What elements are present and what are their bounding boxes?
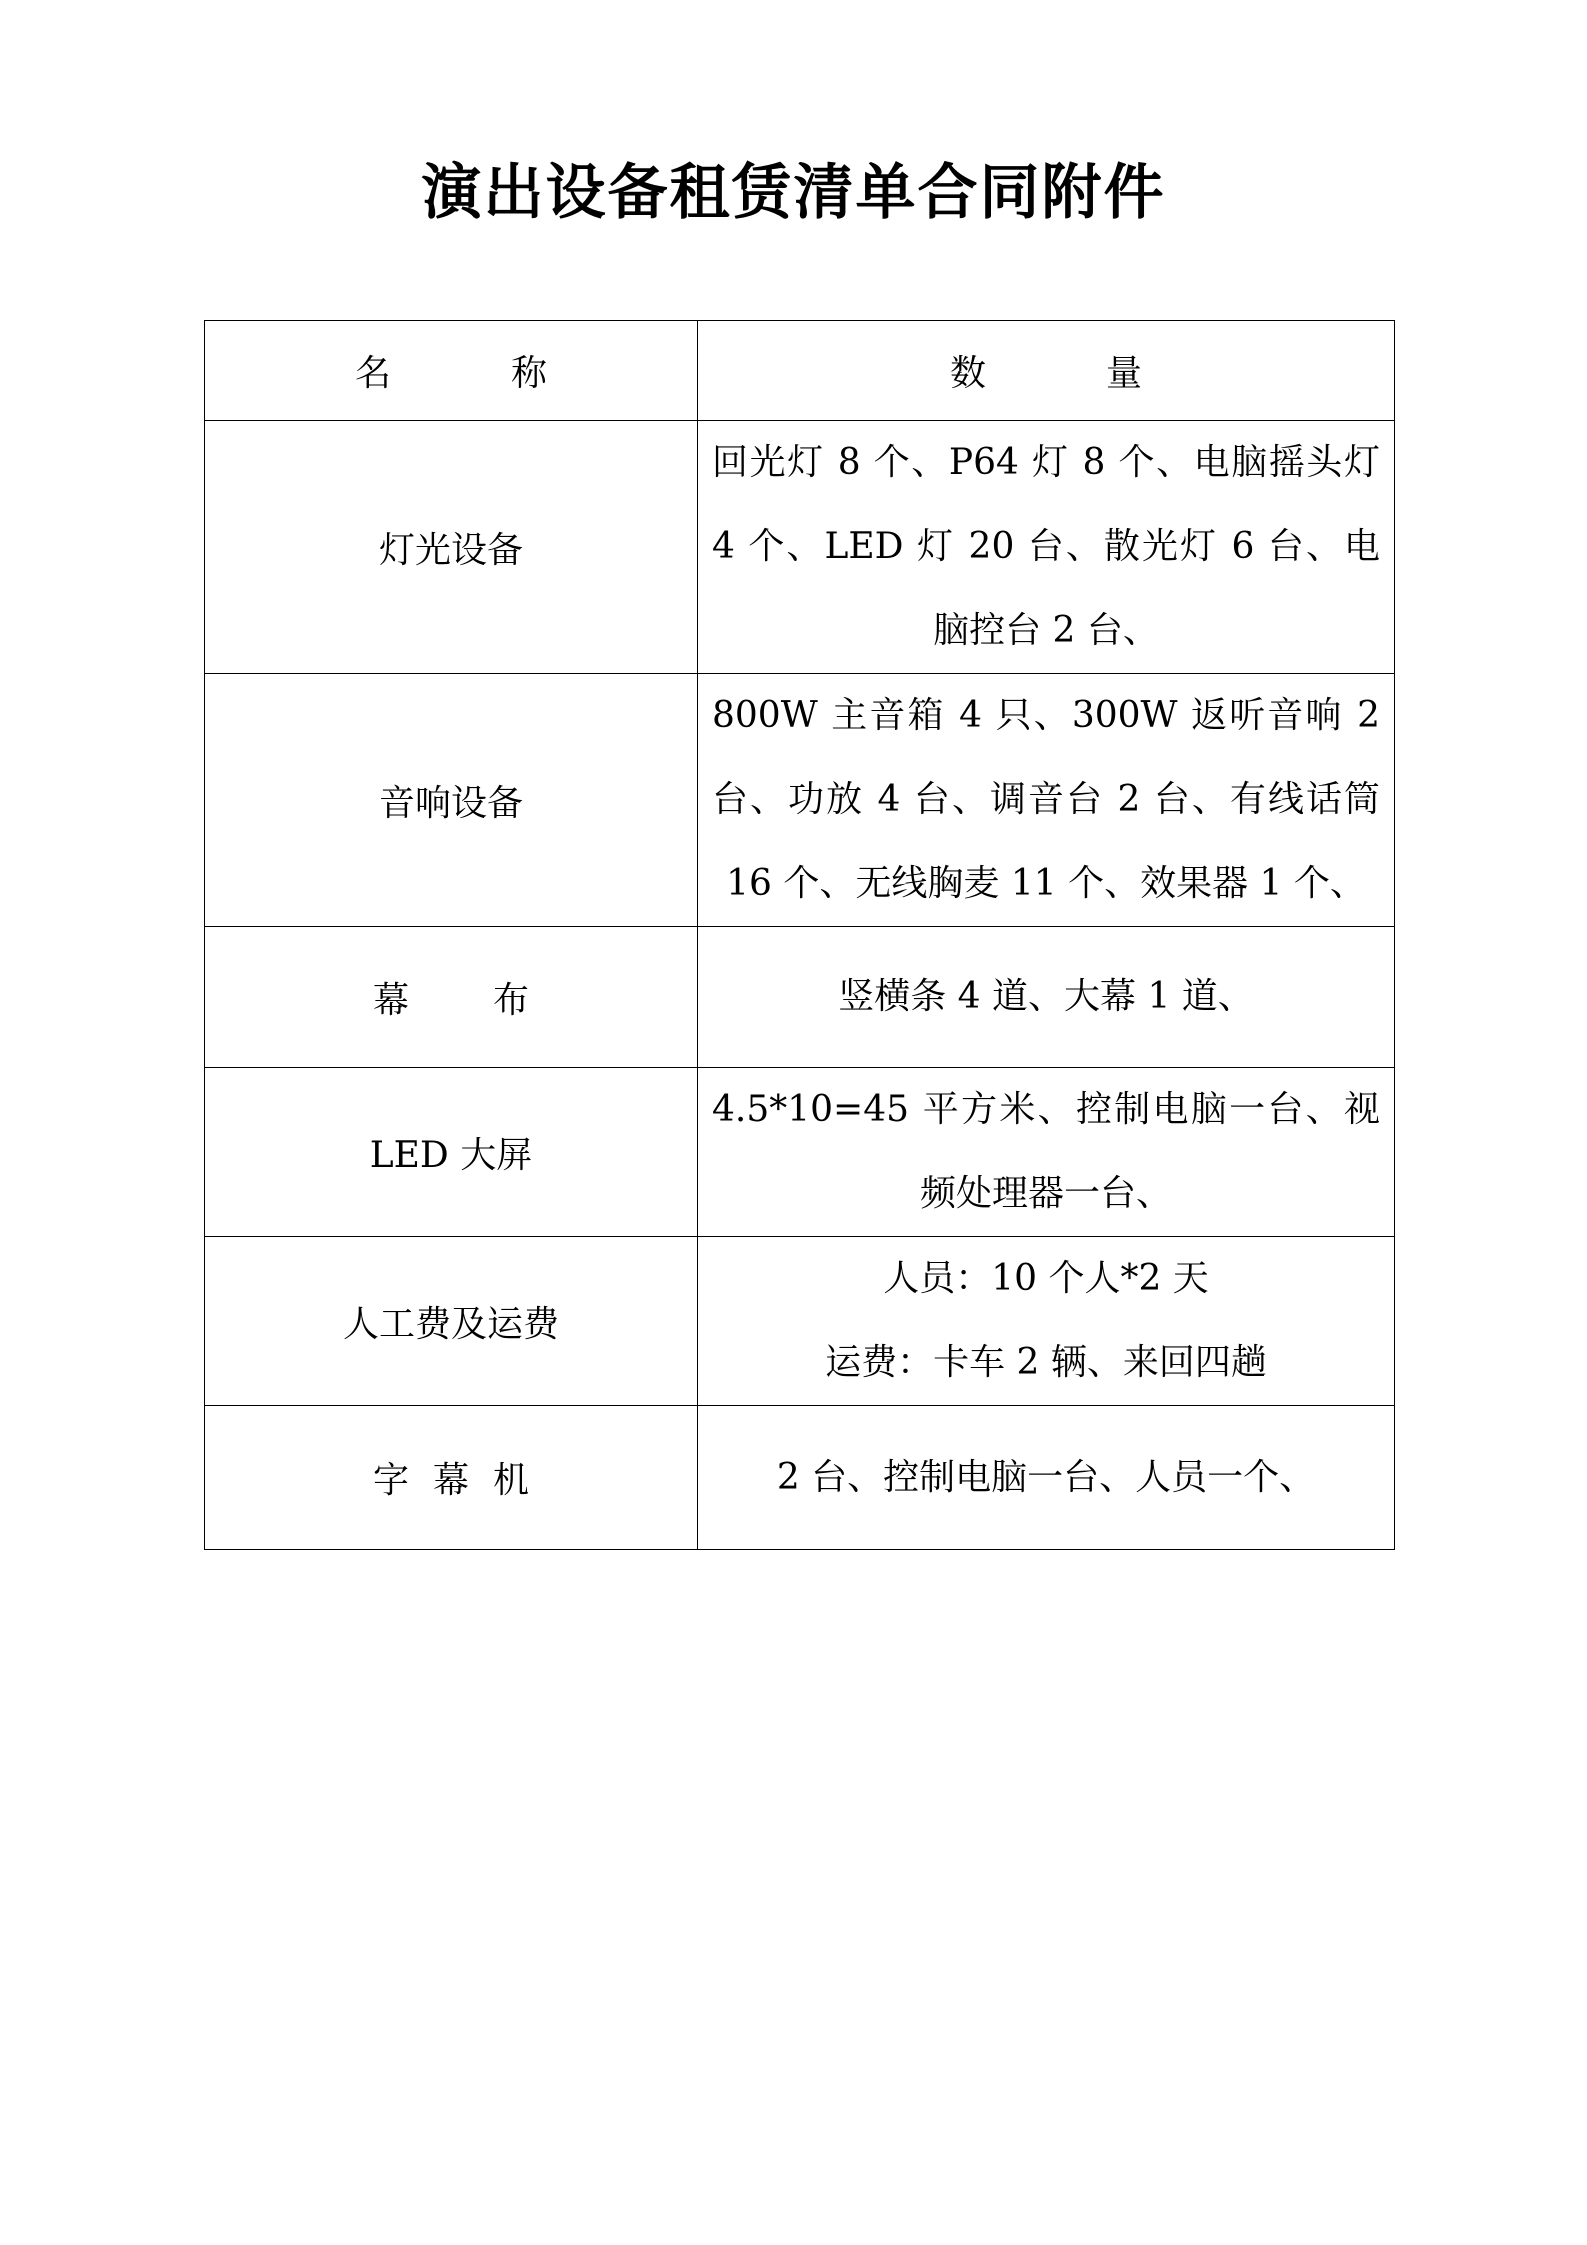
row-quantity-cell [698, 1237, 1395, 1406]
table-row [205, 1068, 1395, 1237]
row-name: 音响设备 [378, 782, 523, 824]
row-quantity-cell [698, 1406, 1395, 1550]
row-name: 人工费及运费 [342, 1303, 559, 1345]
row-quantity-cell [698, 421, 1395, 674]
row-quantity: 回光灯 8 个、P64 灯 8 个、电脑摇头灯 4 个、LED 灯 20 台、散光灯 6 台、电脑控台 2 台、 [712, 442, 1380, 651]
row-name: 幕布 [372, 979, 613, 1021]
row-name-cell [205, 1068, 698, 1237]
row-name-cell [205, 1406, 698, 1550]
header-quantity-cell [698, 321, 1395, 421]
row-quantity-line: 运费：卡车 2 辆、来回四趟 [825, 1342, 1267, 1383]
row-quantity-cell [698, 674, 1395, 927]
row-quantity-line: 人员：10 个人*2 天 [883, 1258, 1209, 1299]
table-header-row [205, 321, 1395, 421]
table-row [205, 421, 1395, 674]
row-quantity: 4.5*10=45 平方米、控制电脑一台、视频处理器一台、 [712, 1089, 1380, 1214]
row-name: 字幕机 [372, 1460, 553, 1501]
row-name-cell [205, 1237, 698, 1406]
table-row [205, 1406, 1395, 1550]
table-row [205, 1237, 1395, 1406]
row-name-cell [205, 421, 698, 674]
row-name-cell [205, 927, 698, 1068]
page-title: 演出设备租赁清单合同附件 [421, 158, 1166, 228]
row-quantity: 竖横条 4 道、大幕 1 道、 [838, 976, 1254, 1017]
header-name-cell [205, 321, 698, 421]
row-quantity-cell [698, 927, 1395, 1068]
row-quantity-cell [698, 1068, 1395, 1237]
row-quantity: 2 台、控制电脑一台、人员一个、 [776, 1456, 1316, 1498]
row-name: LED 大屏 [369, 1134, 533, 1176]
header-quantity-label: 数量 [949, 353, 1262, 394]
row-quantity: 800W 主音箱 4 只、300W 返听音响 2 台、功放 4 台、调音台 2 台、有线话筒 16 个、无线胸麦 11 个、效果器 1 个、 [712, 695, 1380, 904]
header-name-label: 名称 [354, 353, 667, 394]
row-name-cell [205, 674, 698, 927]
table-row [205, 674, 1395, 927]
table-row [205, 927, 1395, 1068]
equipment-table [204, 320, 1395, 1550]
row-name: 灯光设备 [378, 529, 523, 571]
